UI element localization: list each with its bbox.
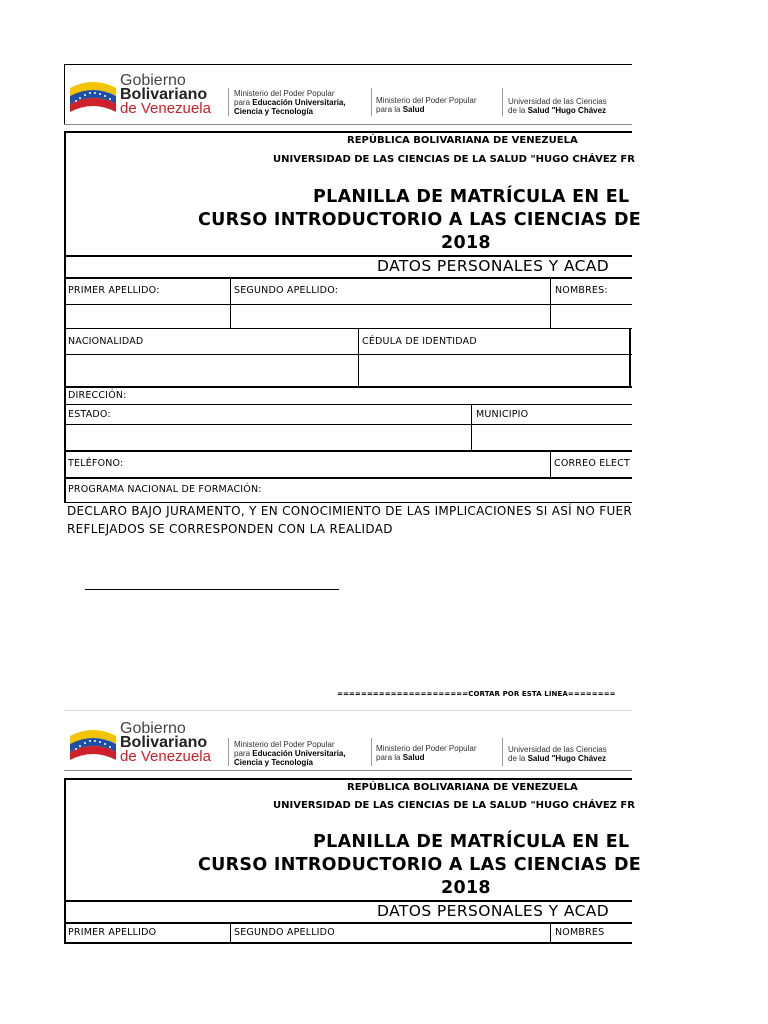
ministry-separator-2 (502, 88, 503, 116)
university-logo-text: Universidad de las Ciencias de la Salud "Hugo Chávez (508, 97, 607, 115)
cut-line: ======================CORTAR POR ESTA LINEA======== (337, 690, 616, 698)
primer-apellido-input[interactable] (66, 305, 230, 328)
ministry-separator-1 (371, 88, 372, 116)
programa-bottom (64, 502, 632, 503)
municipio-input[interactable] (472, 425, 632, 450)
logo-separator (228, 88, 229, 116)
primer-apellido-label: PRIMER APELLIDO: (68, 285, 160, 296)
nombres-label: NOMBRES: (555, 285, 608, 296)
nombres2-label: NOMBRES (555, 927, 605, 938)
municipio-label: MUNICIPIO (476, 409, 529, 420)
form2-title-line2: CURSO INTRODUCTORIO A LAS CIENCIAS DE (198, 855, 642, 875)
university-heading: UNIVERSIDAD DE LAS CIENCIAS DE LA SALUD "HUGO CHÁVEZ FR (273, 154, 635, 165)
direccion-bottom (64, 404, 632, 405)
ministry-health: Ministerio del Poder Popular para la Salud (376, 96, 477, 114)
tel-v1 (550, 452, 551, 478)
header2-bottom-border (64, 770, 632, 771)
title-box-top (64, 131, 632, 133)
form2-title-year: 2018 (441, 878, 491, 898)
section2-bottom-border (64, 922, 632, 924)
nombres-input[interactable] (551, 305, 632, 328)
cedula-input[interactable] (359, 355, 629, 386)
names-input-bottom (64, 328, 632, 329)
correo-label: CORREO ELECT (554, 458, 630, 469)
signature-line[interactable] (85, 589, 339, 590)
venezuela-flag-logo (68, 74, 118, 116)
names2-v2 (550, 924, 551, 944)
ministry2-education: Ministerio del Poder Popular para Educación Universitaria, Ciencia y Tecnología (234, 740, 346, 767)
logo2-gobierno: Gobierno (120, 720, 186, 737)
logo2-bolivariano: Bolivariano (120, 734, 208, 751)
section-heading: DATOS PERSONALES Y ACAD (377, 257, 610, 275)
primer-apellido2-label: PRIMER APELLIDO (68, 927, 157, 938)
header2-top-border (64, 710, 632, 711)
estado-input-bottom (64, 450, 632, 452)
programa-label: PROGRAMA NACIONAL DE FORMACIÓN: (68, 484, 262, 495)
declaration-line1: DECLARO BAJO JURAMENTO, Y EN CONOCIMIENTO DE LAS IMPLICACIONES SI ASÍ NO FUER (67, 504, 633, 518)
university2-heading: UNIVERSIDAD DE LAS CIENCIAS DE LA SALUD "HUGO CHÁVEZ FR (273, 800, 635, 811)
segundo-apellido-label: SEGUNDO APELLIDO: (234, 285, 339, 296)
segundo-apellido2-label: SEGUNDO APELLIDO (234, 927, 335, 938)
ministry2-separator-1 (371, 738, 372, 766)
cedula-label: CÉDULA DE IDENTIDAD (362, 336, 477, 347)
header-top-border (64, 64, 632, 65)
header-left-border (64, 64, 65, 124)
ministry-education: Ministerio del Poder Popular para Educación Universitaria, Ciencia y Tecnología (234, 89, 346, 116)
logo-gobierno: Gobierno (120, 72, 186, 89)
declaration-line2: REFLEJADOS SE CORRESPONDEN CON LA REALIDAD (67, 522, 393, 536)
logo2-venezuela: de Venezuela (120, 748, 211, 765)
direccion-label: DIRECCIÓN: (68, 390, 127, 401)
ministry2-health: Ministerio del Poder Popular para la Salud (376, 744, 477, 762)
names2-v1 (230, 924, 231, 944)
nac-v2 (629, 329, 631, 387)
nacionalidad-label: NACIONALIDAD (68, 336, 144, 347)
header-bottom-border (64, 124, 632, 125)
estado-input[interactable] (66, 425, 471, 450)
venezuela-flag-logo-2 (68, 722, 118, 764)
form2-title-line1: PLANILLA DE MATRÍCULA EN EL (313, 832, 630, 852)
form-title-year: 2018 (441, 233, 491, 253)
tel-bottom (64, 477, 632, 479)
ministry2-separator-2 (502, 738, 503, 766)
segundo-apellido-input[interactable] (231, 305, 550, 328)
nacionalidad-input[interactable] (66, 355, 358, 386)
logo-bolivariano: Bolivariano (120, 86, 208, 103)
title2-box-top (64, 778, 632, 780)
section2-heading: DATOS PERSONALES Y ACAD (377, 902, 610, 920)
logo2-separator (228, 738, 229, 766)
logo-venezuela: de Venezuela (120, 100, 211, 117)
title2-box-left (64, 778, 66, 944)
estado-label: ESTADO: (68, 409, 111, 420)
republic-heading: REPÚBLICA BOLIVARIANA DE VENEZUELA (347, 135, 578, 146)
form-title-line1: PLANILLA DE MATRÍCULA EN EL (313, 187, 630, 207)
nac-input-bottom (64, 386, 632, 388)
university2-logo-text: Universidad de las Ciencias de la Salud "Hugo Chávez (508, 745, 607, 763)
telefono-label: TELÉFONO: (68, 458, 124, 469)
names2-bottom (64, 942, 632, 944)
form-title-line2: CURSO INTRODUCTORIO A LAS CIENCIAS DE (198, 210, 642, 230)
section-bottom-border (64, 277, 632, 279)
republic2-heading: REPÚBLICA BOLIVARIANA DE VENEZUELA (347, 782, 578, 793)
